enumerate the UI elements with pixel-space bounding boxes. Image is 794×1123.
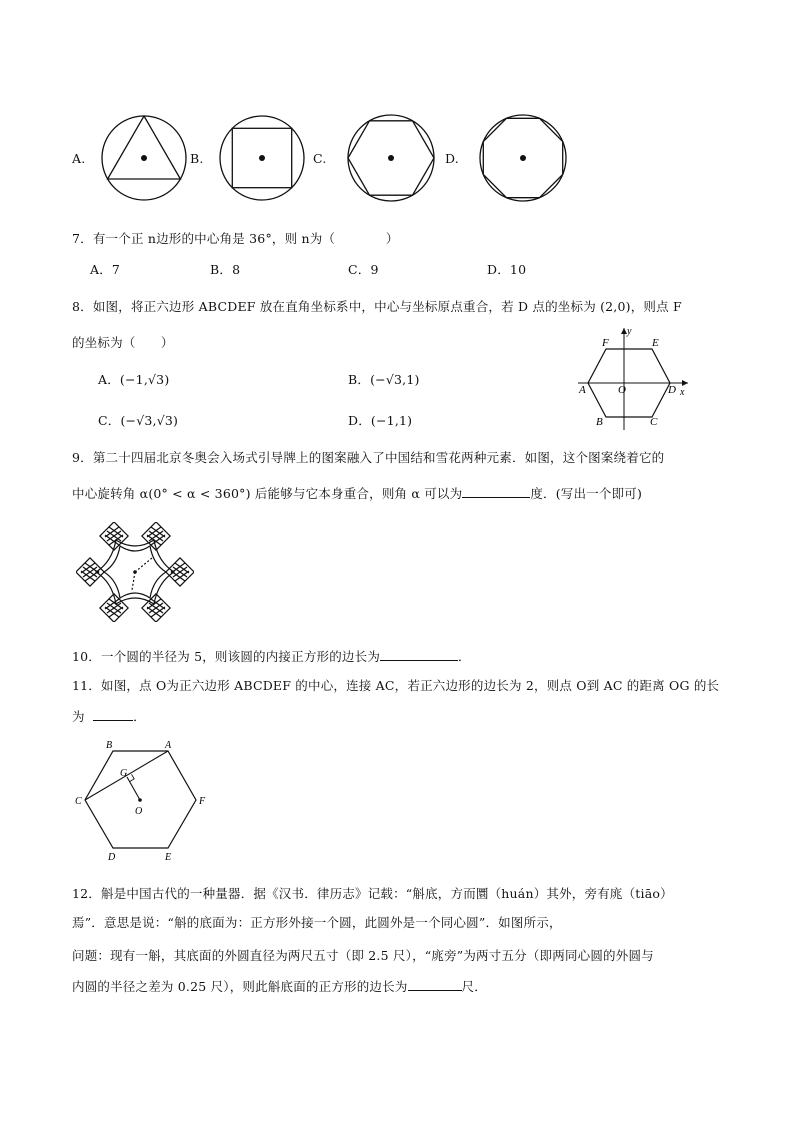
q7-option-c: C．9: [348, 262, 379, 277]
label-a: A: [165, 740, 172, 751]
q11-stem-line2: [72, 707, 146, 725]
q12-line3: 问题：现有一斛，其底面的外圆直径为两尺五寸（即 2.5 尺），“庣旁”为两寸五分（即两同心圆的外圆与: [72, 948, 654, 963]
knot-top-left: [100, 522, 128, 550]
q12-line1: 12．斛是中国古代的一种量器．据《汉书．律历志》记载：“斛底，方而圜（huán）其外，旁有庣（tiāo）: [72, 886, 673, 901]
label-e: E: [652, 337, 659, 349]
q8-stem-line1: 8．如图，将正六边形 ABCDEF 放在直角坐标系中，中心与坐标原点重合，若 D 点的坐标为 (2,0)，则点 F: [72, 299, 682, 314]
q12-answer-blank[interactable]: [408, 978, 462, 991]
label-x: x: [680, 387, 685, 398]
segment-og: [127, 777, 140, 800]
q7-stem: 7．有一个正 n边形的中心角是 36°，则 n为（ ）: [72, 231, 399, 246]
label-y: y: [627, 326, 632, 337]
label-g: G: [120, 768, 128, 779]
q11-stem-text-a: 为: [72, 709, 85, 724]
q9-stem-text-b: 度．(写出一个即可): [530, 486, 643, 501]
q6-option-c-letter: C.: [313, 151, 327, 166]
q11-hexagon-figure: [72, 738, 212, 866]
q9-stem-text-a: 中心旋转角 α(0° < α < 360°) 后能够与它本身重合，则角 α 可以为: [72, 486, 463, 501]
q6-figure-c: [345, 114, 437, 202]
q7-option-d: D．10: [487, 262, 527, 277]
label-o: O: [135, 806, 143, 817]
label-b: B: [106, 740, 113, 751]
label-e: E: [165, 852, 172, 863]
label-f: F: [199, 796, 206, 807]
knot-bottom-left: [100, 594, 128, 622]
q10-answer-blank[interactable]: [380, 648, 458, 661]
q9-stem-line1: 9．第二十四届北京冬奥会入场式引导牌上的图案融入了中国结和雪花两种元素．如图，这个图案绕着它的: [72, 450, 665, 465]
q6-figure-d: [477, 114, 569, 202]
label-f: F: [602, 337, 609, 349]
q10-stem: [72, 647, 471, 665]
triangle-shape: [108, 116, 181, 179]
q7-option-a: A．7: [90, 262, 121, 277]
label-c: C: [650, 416, 658, 428]
q12-line2: 焉”．意思是说：“斛的底面为：正方形外接一个圆，此圆外是一个同心圆”．如图所示，: [72, 915, 562, 930]
q12-line4: [72, 977, 487, 995]
rotation-dashed-line-1: [135, 558, 152, 572]
center-dot: [259, 155, 265, 161]
q8-option-c: C．(−√3,√3): [98, 413, 179, 428]
q6-option-a-letter: A.: [72, 151, 86, 166]
q11-stem-line1: 11．如图，点 O为正六边形 ABCDEF 的中心，连接 AC，若正六边形的边长为 2，则点 O到 AC 的距离 OG 的长: [72, 678, 720, 693]
q6-figure-a: [100, 114, 188, 202]
center-dot: [138, 798, 142, 802]
label-a: A: [579, 384, 586, 396]
q8-option-d: D．(−1,1): [348, 413, 413, 428]
label-d: D: [668, 384, 676, 396]
q8-hexagon-figure: [572, 322, 694, 432]
q8-stem-line2: 的坐标为（ ）: [72, 335, 174, 350]
q9-answer-blank[interactable]: [462, 485, 530, 498]
q11-stem-text-b: ．: [133, 709, 146, 724]
rotation-dashed-line-2: [132, 572, 135, 590]
q6-option-d-letter: D.: [445, 151, 459, 166]
q9-snowflake-knot-figure: [76, 522, 194, 622]
center-dot: [141, 155, 147, 161]
q8-option-b: B．(−√3,1): [348, 372, 420, 387]
q12-line4-text-a: 内圆的半径之差为 0.25 尺），则此斛底面的正方形的边长为: [72, 979, 408, 994]
q8-option-a: A．(−1,√3): [98, 372, 170, 387]
label-o: O: [618, 384, 626, 396]
q11-answer-blank[interactable]: [93, 708, 133, 721]
x-axis-arrow: [682, 380, 688, 386]
right-angle-mark: [130, 774, 135, 781]
q10-stem-text-a: 10．一个圆的半径为 5，则该圆的内接正方形的边长为: [72, 649, 381, 664]
knot-right: [166, 558, 194, 586]
q12-line4-text-b: 尺．: [461, 979, 487, 994]
knot-top-right: [142, 522, 170, 550]
knot-left: [76, 558, 104, 586]
q6-option-b-letter: B.: [190, 151, 204, 166]
center-dot: [520, 155, 526, 161]
knot-bottom-right: [142, 594, 170, 622]
label-d: D: [108, 852, 116, 863]
center-dot: [133, 570, 137, 574]
label-b: B: [596, 416, 603, 428]
q9-stem-line2: [72, 484, 642, 502]
q7-option-b: B．8: [210, 262, 241, 277]
q6-figure-b: [218, 114, 306, 202]
label-c: C: [75, 796, 82, 807]
q10-stem-text-b: ．: [458, 649, 471, 664]
center-dot: [388, 155, 394, 161]
